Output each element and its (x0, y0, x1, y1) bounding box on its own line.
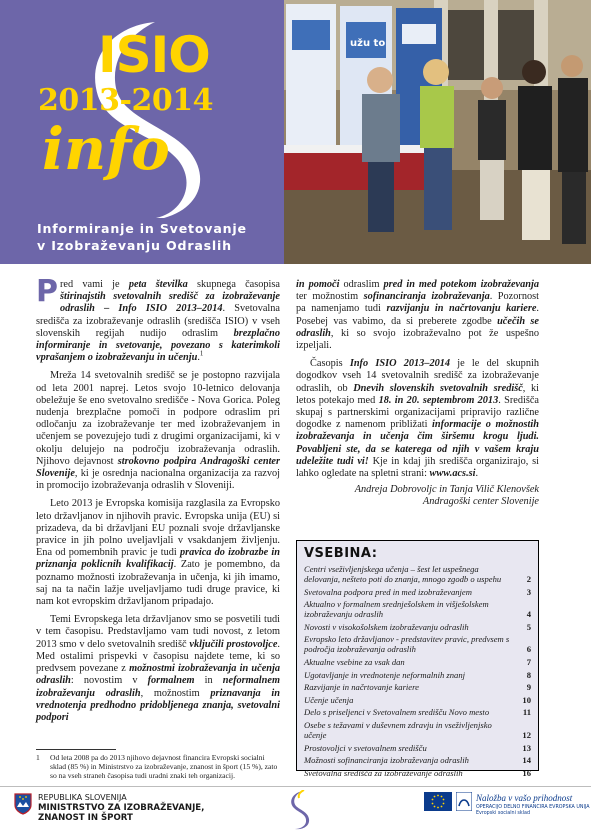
logo-info: info (42, 115, 170, 183)
toc-entry[interactable] (304, 707, 531, 717)
toc-entry-page: 11 (522, 707, 531, 718)
eu-flag-icon (424, 792, 452, 811)
toc-entry-page: 14 (522, 755, 531, 766)
toc-entry-page: 13 (522, 742, 531, 753)
eu-funding-logo (424, 790, 590, 820)
toc-entry-title: Možnosti sofinanciranja izobraževanja odraslih (304, 755, 469, 766)
article-paragraph-4-continued: in pomoči odraslim pred in med potekom izobraževanja ter možnostim sofinanciranja izobraževanja. Pozornost pa namenjamo tudi razvijanju in načrtovanju kariere. Posebej vas vabimo, da si preberete zgodbe učečih se odraslih, ki so svojo izobraževalno pot že uspešno izpeljali. (296, 279, 540, 352)
toc-entry-page: 4 (526, 609, 531, 620)
article-paragraph-5: Časopis Info ISIO 2013–2014 je le del skupnih dogodkov vseh 14 svetovalnih središč za izobraževanje odraslih, ob Dnevih slovenskih svetovalnih središč, ki letos potekajo med 18. in 20. septembrom 2013. Središča skupaj s partnerskimi organizacijami pripravijo različne dogodke z namenom približati informacije o možnostih izobraževanja in učenja čim širšemu krogu ljudi. Povabljeni ste, da se katerega od njih v vašem kraju udeležite tudi vi! Kje in kdaj jih središča organizirajo, si lahko ogledate na spletni strani: www.acs.si. (296, 358, 540, 480)
toc-entry[interactable] (304, 599, 531, 619)
toc-title: VSEBINA: (304, 546, 378, 561)
toc-entry[interactable] (304, 634, 531, 654)
logo-years: 2013-2014 (38, 83, 213, 118)
table-of-contents (296, 540, 539, 778)
footnote-number: 1 (36, 753, 40, 762)
footer-divider (0, 786, 591, 787)
article-paragraph-2: Mreža 14 svetovalnih središč se je postopno razvijala od leta 2001 naprej. Letos svojo 10-letnico delovanja obeležuje še eno svetovalno središče - Nova Gorica. Poleg nudenja brezplačne pomoči in podpore odraslim pri odločanju za izobraževanje ter med izobraževanjem in učenjem se povezujejo tudi z drugimi organizacijami, ki v okolju delujejo na področju izobraževanja odraslih. Njihovo dejavnost strokovno podpira Andragoški center Slovenije, ki je osrednja nacionalna organizacija za razvoj in promocijo izobraževanja odraslih v Sloveniji. (36, 370, 281, 492)
toc-entry-title: Novosti v visokošolskem izobraževanju odraslih (304, 621, 469, 632)
toc-entry-title: Ugotavljanje in vrednotenje neformalnih znanj (304, 669, 466, 680)
toc-entry[interactable] (304, 720, 531, 740)
ministry-line-1: REPUBLIKA SLOVENIJA (38, 793, 127, 802)
toc-entry[interactable] (304, 587, 531, 597)
signature (296, 484, 539, 508)
toc-entry-page: 16 (522, 767, 531, 778)
footnote (36, 753, 280, 781)
footnote-ref: 1 (199, 349, 204, 358)
eu-slogan: Naložba v vašo prihodnost (476, 793, 573, 803)
toc-entry-title: Prostovoljci v svetovalnem središču (304, 742, 427, 753)
subtitle-line-1: Informiranje in Svetovanje (37, 221, 247, 236)
article-column-left (36, 274, 281, 724)
toc-entry[interactable] (304, 755, 531, 765)
toc-entry-title: Evropsko leto državljanov - predstavitev pravic, predvsem s področja izobraževanja odraslih (304, 634, 510, 655)
toc-entry-page: 3 (526, 586, 531, 597)
toc-entry-page: 8 (526, 669, 531, 680)
article-paragraph-4: Temi Evropskega leta državljanov smo se posvetili tudi v tem časopisu. Predstavljamo vam tudi novost, z letom 2013 smo v delo svetovalnih središč vključili prostovoljce. Med ostalimi prispevki v časopisu najdete teme, ki so predvsem povezane z možnostmi izobraževanja in učenja odraslih: novostim v formalnem in neformalnem izobraževanju odraslih, možnostim priznavanja in vrednotenja predhodno pridobljenega znanja, svetovalni podpori (36, 614, 280, 723)
toc-entry-title: Aktualne vsebine za vsak dan (304, 656, 405, 667)
toc-entry-title: Osebe s težavami v duševnem zdravju in vseživljenjsko učenje (304, 719, 492, 740)
subtitle-line-2: v Izobraževanju Odraslih (37, 238, 232, 253)
article-column-right (296, 279, 539, 509)
banner-text: užu to (350, 38, 386, 49)
toc-entry[interactable] (304, 670, 531, 680)
masthead (0, 0, 591, 264)
coat-of-arms-icon (14, 793, 32, 815)
toc-entry-page: 6 (526, 644, 531, 655)
toc-entry[interactable] (304, 695, 531, 705)
logo-isio: ISIO (98, 26, 210, 84)
toc-entry-title: Delo s priseljenci v Svetovalnem središču Novo mesto (304, 707, 490, 718)
toc-entry-title: Aktualno v formalnem srednješolskem in višješolskem izobraževanju odraslih (304, 599, 489, 620)
website-link[interactable]: www.acs.si (429, 468, 476, 480)
toc-entry[interactable] (304, 768, 531, 778)
toc-list (304, 564, 531, 778)
toc-entry-title: Svetovalna podpora pred in med izobraževanjem (304, 586, 472, 597)
signature-organization: Andragoški center Slovenije (422, 496, 539, 508)
isio-s-logo-icon (286, 790, 312, 830)
toc-entry-title: Centri vseživljenjskega učenja – šest let uspešnega delovanja, nešteto poti do znanja, mnogo zgodb o uspehu (304, 564, 502, 584)
toc-entry[interactable] (304, 564, 531, 584)
ministry-line-3: ZNANOST IN ŠPORT (38, 813, 133, 823)
footnote-text: Od leta 2008 pa do 2013 njihovo dejavnost financira Evropski socialni sklad (85 %) in Ministrstvo za izobraževanje, znanost in šport (15 %), zato so na vseh straneh časopisa tudi uradni znaki teh organizacij. (50, 753, 278, 781)
ministry-line-2: MINISTRSTVO ZA IZOBRAŽEVANJE, (38, 803, 205, 813)
article-paragraph-3: Leto 2013 je Evropska komisija razglasila za Evropsko leto državljanov in njihovih pravic. Evropska unija (EU) si prizadeva, da bi državljani EU poznali svoje državljanske pravice in jih polno uveljavljali v vsakdanjem življenju. Ena od pomembnih pravic je tudi pravica do izobrazbe in priznanja poklicnih kvalifikacij. Zato je pomembno, da poznamo možnosti izobraževanja in učenja, ki jih imamo, saj na ta način lažje uveljavljamo tudi druge pravice, ki nam kot evropskim državljanom pripadajo. (36, 498, 280, 608)
toc-entry-page: 7 (526, 656, 531, 667)
toc-entry-page: 2 (526, 574, 531, 584)
eu-fund-note: OPERACIJO DELNO FINANCIRA EVROPSKA UNIJA Evropski socialni sklad (476, 805, 590, 816)
toc-entry-page: 10 (522, 694, 531, 705)
toc-entry[interactable] (304, 682, 531, 692)
footnote-divider (36, 749, 116, 750)
toc-entry-title: Razvijanje in načrtovanje kariere (304, 682, 419, 693)
signature-authors: Andreja Dobrovoljc in Tanja Vilič Klenovšek (354, 484, 539, 496)
toc-entry-page: 12 (522, 729, 531, 740)
toc-entry-page: 5 (526, 621, 531, 632)
toc-entry[interactable] (304, 657, 531, 667)
toc-entry-title: Svetovalna središča za izobraževanje odraslih (304, 767, 463, 778)
toc-entry-page: 9 (526, 682, 531, 693)
drop-cap: P (36, 274, 58, 309)
toc-entry[interactable] (304, 743, 531, 753)
toc-entry-title: Učenje učenja (304, 694, 354, 705)
toc-entry[interactable] (304, 622, 531, 632)
esf-icon (456, 792, 472, 811)
event-photo-illustration (284, 0, 591, 264)
header-photo (284, 0, 591, 264)
article-paragraph-1: Pred vami je peta številka skupnega časopisa štirinajstih svetovalnih središč za izobraževanje odraslih – Info ISIO 2013–2014. Svetovalna središča za izobraževanje odraslih (središča ISIO) v vseh slovenskih regijah nudijo odraslim brezplačno informiranje in svetovanje, povezano s katerimkoli vprašanjem o izobraževanju in učenju.$^1$ (36, 274, 280, 364)
